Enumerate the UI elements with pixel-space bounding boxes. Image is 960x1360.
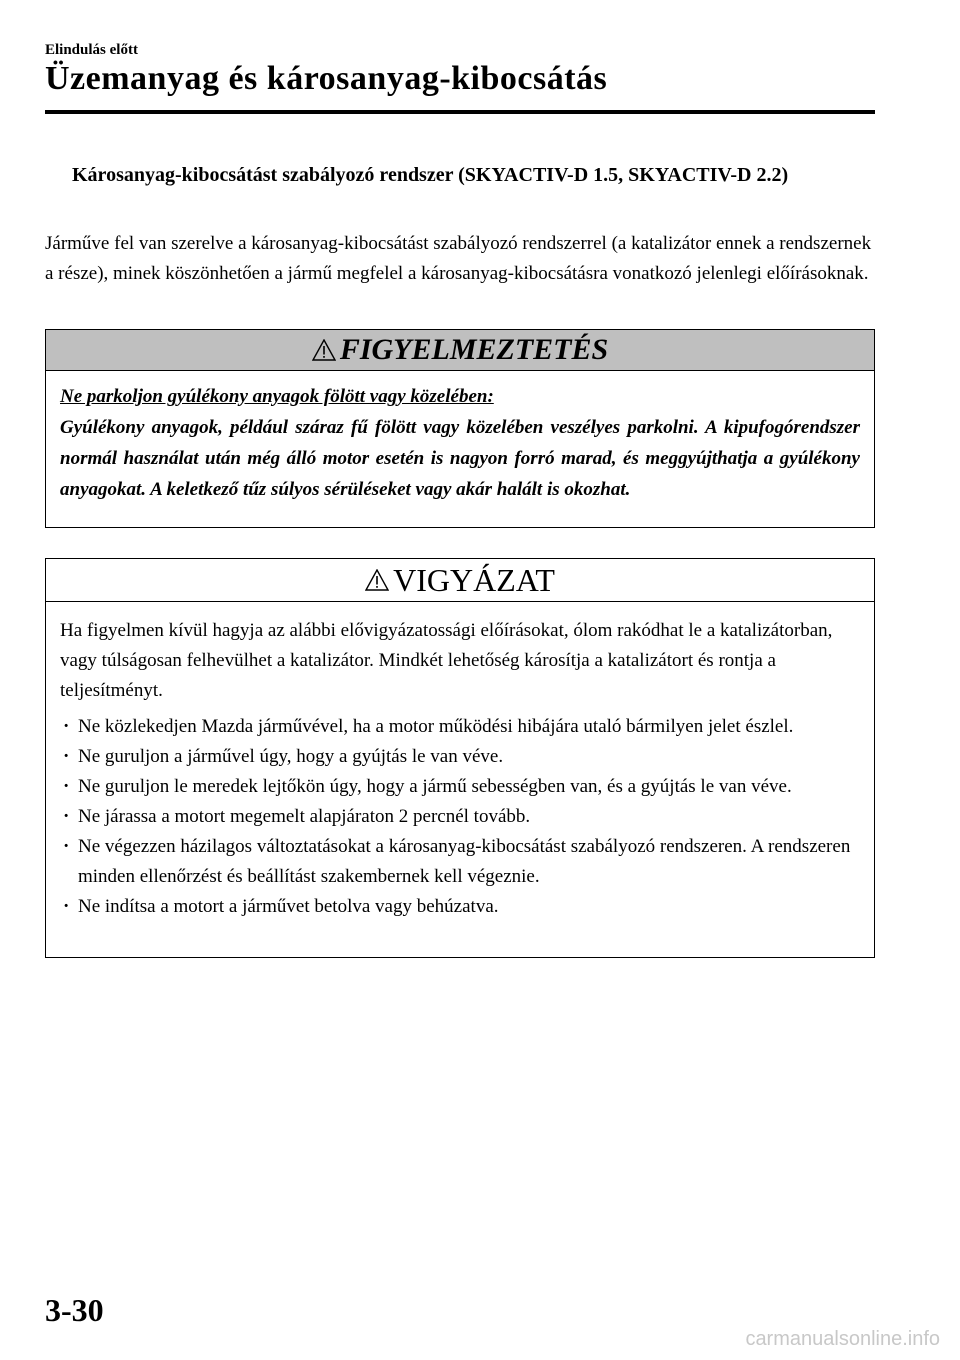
caution-header [46,559,874,602]
list-item: · Ne guruljon le meredek lejtőkön úgy, hogy a jármű sebességben van, és a gyújtás le van véve. [60,772,860,802]
warning-text: Gyúlékony anyagok, például száraz fű fölött vagy közelében veszélyes parkolni. A kipufogórendszer normál használat után még álló motor esetén is nagyon forró marad, és meggyújthatja a gyúlékony anyagokat. A keletkező tűz súlyos sérüléseket vagy akár halált is okozhat. [60,417,860,500]
list-item: · Ne indítsa a motort a járművet betolva vagy behúzatva. [60,892,860,922]
caution-title: VIGYÁZAT [393,561,555,598]
page-number: 3-30 [45,1292,104,1328]
intro-paragraph: Járműve fel van szerelve a károsanyag-kibocsátást szabályozó rendszerrel (a katalizátor ennek a rendszernek a része), minek köszönhetően a jármű megfelel a károsanyag-kibocsátásra vonatkozó jelenlegi előírásoknak. [45,233,872,284]
warning-box [45,329,875,528]
page-title: Üzemanyag és károsanyag-kibocsátás [45,60,608,97]
section-heading: Károsanyag-kibocsátást szabályozó rendszer (SKYACTIV-D 1.5, SKYACTIV-D 2.2) [72,164,789,186]
list-item: · Ne járassa a motort megemelt alapjáraton 2 percnél tovább. [60,802,860,832]
warning-triangle-icon [365,569,389,591]
warning-header [46,330,874,371]
warning-title: FIGYELMEZTETÉS [339,333,609,366]
caution-box [45,558,875,958]
header-rule [45,110,875,114]
list-item: · Ne közlekedjen Mazda járművével, ha a motor működési hibájára utaló bármilyen jelet észlel. [60,712,860,742]
watermark: carmanualsonline.info [745,1328,940,1350]
caution-list [60,712,860,922]
list-item: · Ne guruljon a járművel úgy, hogy a gyújtás le van véve. [60,742,860,772]
caution-intro: Ha figyelmen kívül hagyja az alábbi elővigyázatossági előírásokat, ólom rakódhat le a katalizátorban, vagy túlságosan felhevülhet a katalizátor. Mindkét lehetőség károsítja a katalizátort és rontja a teljesítményt. [60,620,833,701]
caution-body [46,602,874,922]
warning-triangle-icon [312,339,336,361]
warning-body [46,371,874,505]
warning-subheading: Ne parkoljon gyúlékony anyagok fölött vagy közelében: [60,386,494,407]
section-label: Elindulás előtt [45,42,138,58]
list-item: · Ne végezzen házilagos változtatásokat a károsanyag-kibocsátást szabályozó rendszeren. A rendszeren minden ellenőrzést és beállítást szakembernek kell végeznie. [60,832,860,892]
